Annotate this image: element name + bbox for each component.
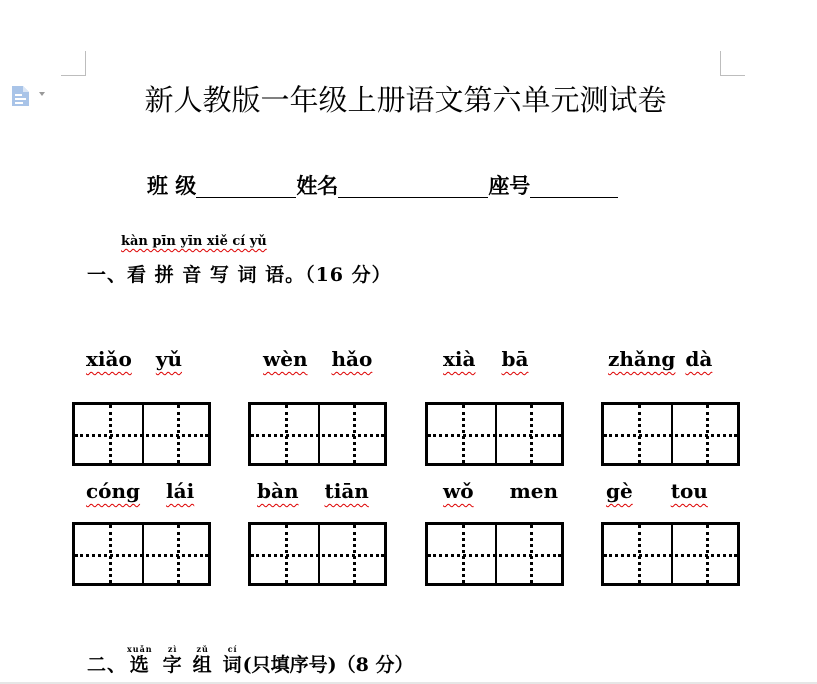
char: 字 xyxy=(162,654,183,676)
syllable: xiǎo xyxy=(86,347,132,371)
syllable: men xyxy=(509,479,558,503)
syllable: yǔ xyxy=(155,347,182,371)
char: 词 xyxy=(222,654,243,676)
syllable: tiān xyxy=(324,479,369,503)
char-pinyin: zì xyxy=(162,644,183,654)
writing-grid[interactable] xyxy=(425,402,564,466)
name-label: 姓名 xyxy=(296,173,339,198)
section1-heading: 一、看 拼 音 写 词 语。（16 分） xyxy=(87,264,392,286)
pinyin-item xyxy=(606,479,708,503)
char: 选 xyxy=(127,654,153,676)
writing-grid[interactable] xyxy=(72,402,211,466)
section2-number: 二、 xyxy=(87,654,128,676)
name-blank[interactable] xyxy=(338,173,488,198)
class-blank[interactable] xyxy=(196,173,296,198)
syllable: wǒ xyxy=(443,479,474,503)
syllable: gè xyxy=(606,479,633,503)
class-label: 班 级 xyxy=(147,173,197,198)
margin-corner-top-left xyxy=(61,51,86,76)
section1-pinyin-annotation: kàn pīn yīn xiě cí yǔ xyxy=(121,234,267,249)
syllable: dà xyxy=(685,347,713,371)
writing-grid[interactable] xyxy=(425,522,564,586)
writing-grid[interactable] xyxy=(248,402,387,466)
char-pinyin: zǔ xyxy=(192,644,213,654)
pinyin-item xyxy=(608,347,712,371)
char-pinyin: cí xyxy=(222,644,243,654)
pinyin-item xyxy=(86,479,194,503)
writing-grid[interactable] xyxy=(601,522,740,586)
student-info-line xyxy=(147,170,618,200)
syllable: lái xyxy=(166,479,195,503)
pinyin-item xyxy=(86,347,182,371)
writing-grid[interactable] xyxy=(601,402,740,466)
syllable: xià xyxy=(443,347,476,371)
pinyin-item xyxy=(443,347,528,371)
document-title xyxy=(0,78,817,119)
ruby-char xyxy=(127,645,153,677)
writing-grid[interactable] xyxy=(248,522,387,586)
char: 组 xyxy=(192,654,213,676)
pinyin-item xyxy=(263,347,372,371)
syllable: hǎo xyxy=(331,347,373,371)
syllable: cóng xyxy=(86,479,141,503)
syllable: bā xyxy=(501,347,529,371)
seat-blank[interactable] xyxy=(530,173,618,198)
syllable: bàn xyxy=(257,479,299,503)
pinyin-item xyxy=(257,479,369,503)
ruby-char xyxy=(223,645,243,677)
title-text: 新人教版一年级上册语文第六单元测试卷 xyxy=(144,83,667,117)
ruby-char xyxy=(193,645,213,677)
section2-heading xyxy=(87,645,413,677)
writing-grid[interactable] xyxy=(72,522,211,586)
seat-label: 座号 xyxy=(488,173,531,198)
margin-corner-top-right xyxy=(720,51,745,76)
syllable: tou xyxy=(670,479,708,503)
pinyin-item xyxy=(443,479,558,503)
syllable: wèn xyxy=(263,347,308,371)
ruby-char xyxy=(163,645,183,677)
section2-instructions: (只填序号)（8 分） xyxy=(242,654,414,676)
syllable: zhǎng xyxy=(608,347,676,371)
char-pinyin: xuǎn xyxy=(127,644,153,654)
